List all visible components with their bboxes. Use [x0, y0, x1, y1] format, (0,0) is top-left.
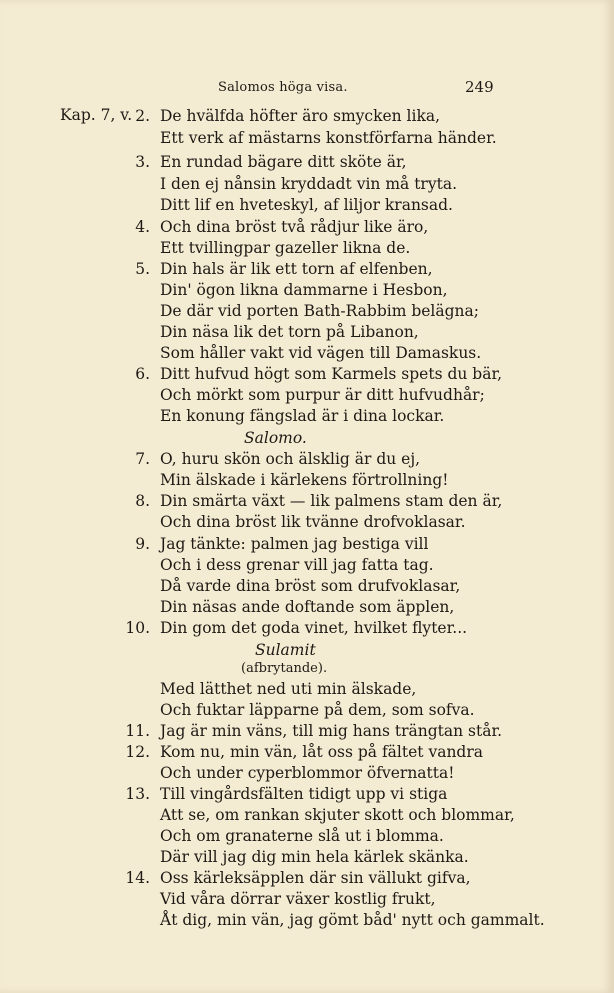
- verse-number: 10.: [125, 619, 150, 637]
- verse-line: Oss kärleksäpplen där sin vällukt gifva,: [160, 869, 471, 887]
- verse-line: Din smärta växt — lik palmens stam den är,: [160, 492, 503, 510]
- verse-line: Ett tvillingpar gazeller likna de.: [160, 239, 411, 257]
- verse-number: 14.: [125, 869, 150, 887]
- chapter-reference: Kap. 7, v.: [60, 106, 133, 124]
- verse-line: Och om granaterne slå ut i blomma.: [160, 827, 444, 845]
- verse-line: Och dina bröst två rådjur like äro,: [160, 218, 429, 236]
- verse-number: 4.: [135, 218, 150, 236]
- verse-line: Som håller vakt vid vägen till Damaskus.: [160, 344, 482, 362]
- verse-line: Och dina bröst lik tvänne drofvoklasar.: [160, 513, 466, 531]
- running-header-title: Salomos höga visa.: [218, 80, 348, 95]
- verse-line: Din näsa lik det torn på Libanon,: [160, 323, 419, 341]
- verse-line: Jag är min väns, till mig hans trängtan står.: [160, 722, 503, 740]
- verse-line: Din' ögon likna dammarne i Hesbon,: [160, 281, 448, 299]
- verse-number: 2.: [135, 107, 150, 125]
- verse-line: Ditt lif en hveteskyl, af liljor kransad.: [160, 196, 453, 214]
- verse-line: Din hals är lik ett torn af elfenben,: [160, 260, 433, 278]
- verse-line: En konung fängslad är i dina lockar.: [160, 407, 445, 425]
- verse-number: 9.: [135, 535, 150, 553]
- stage-direction: (afbrytande).: [241, 661, 328, 676]
- verse-number: 8.: [135, 492, 150, 510]
- verse-line: Din gom det goda vinet, hvilket flyter...: [160, 619, 468, 637]
- verse-line: Och i dess grenar vill jag fatta tag.: [160, 556, 434, 574]
- verse-line: Din näsas ande doftande som äpplen,: [160, 598, 455, 616]
- verse-line: I den ej nånsin kryddadt vin må tryta.: [160, 175, 457, 193]
- verse-line: Och under cyperblommor öfvernatta!: [160, 764, 455, 782]
- verse-number: 6.: [135, 365, 150, 383]
- verse-line: O, huru skön och älsklig är du ej,: [160, 450, 421, 468]
- verse-line: De hvälfda höfter äro smycken lika,: [160, 107, 441, 125]
- verse-number: 13.: [125, 785, 150, 803]
- page-number: 249: [465, 78, 494, 96]
- verse-line: Ditt hufvud högt som Karmels spets du bär,: [160, 365, 503, 383]
- verse-line: Ett verk af mästarns konstförfarna händer.: [160, 129, 497, 147]
- verse-number: 11.: [125, 722, 150, 740]
- verse-number: 3.: [135, 153, 150, 171]
- verse-line: Jag tänkte: palmen jag bestiga vill: [160, 535, 429, 553]
- verse-line: De där vid porten Bath-Rabbim belägna;: [160, 302, 479, 320]
- verse-line: Min älskade i kärlekens förtrollning!: [160, 471, 449, 489]
- verse-line: Till vingårdsfälten tidigt upp vi stiga: [160, 785, 448, 803]
- verse-number: 7.: [135, 450, 150, 468]
- verse-number: 12.: [125, 743, 150, 761]
- verse-line: Med lätthet ned uti min älskade,: [160, 680, 417, 698]
- verse-line: Vid våra dörrar växer kostlig frukt,: [160, 890, 436, 908]
- speaker-heading-sulamit: Sulamit: [255, 641, 316, 659]
- verse-line: Åt dig, min vän, jag gömt båd' nytt och gammalt.: [160, 911, 545, 929]
- speaker-heading-salomo: Salomo.: [244, 429, 307, 447]
- verse-line: Där vill jag dig min hela kärlek skänka.: [160, 848, 469, 866]
- verse-line: Att se, om rankan skjuter skott och blommar,: [160, 806, 515, 824]
- verse-line: Och mörkt som purpur är ditt hufvudhår;: [160, 386, 485, 404]
- verse-line: En rundad bägare ditt sköte är,: [160, 153, 407, 171]
- verse-line: Kom nu, min vän, låt oss på fältet vandra: [160, 743, 483, 761]
- verse-line: Och fuktar läpparne på dem, som sofva.: [160, 701, 475, 719]
- verse-line: Då varde dina bröst som drufvoklasar,: [160, 577, 461, 595]
- verse-number: 5.: [135, 260, 150, 278]
